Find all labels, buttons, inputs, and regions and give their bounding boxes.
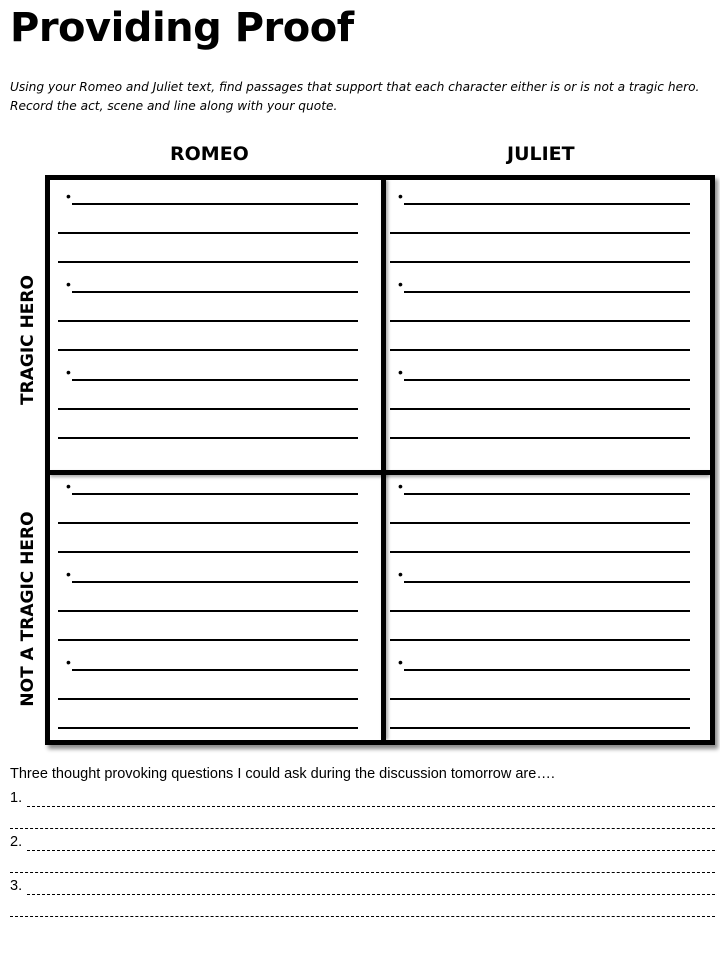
bullet-point: • [66, 364, 71, 380]
answer-line-first[interactable] [404, 379, 690, 381]
question-number: 1. [10, 790, 26, 806]
answer-line[interactable] [58, 261, 358, 263]
question-line-numbered[interactable] [10, 878, 715, 900]
question-line-continuation[interactable] [10, 812, 715, 834]
bullet-point: • [398, 478, 403, 494]
answer-line[interactable] [58, 320, 358, 322]
answer-line[interactable] [390, 522, 690, 524]
answer-line[interactable] [390, 408, 690, 410]
answer-rule [27, 894, 715, 895]
answer-line-first[interactable] [404, 291, 690, 293]
question-number: 3. [10, 878, 26, 894]
answer-item [390, 359, 700, 447]
bullet-point: • [398, 364, 403, 380]
question-line-numbered[interactable] [10, 834, 715, 856]
grid-vertical-divider [381, 180, 386, 740]
bullet-point: • [66, 478, 71, 494]
bullet-point: • [398, 654, 403, 670]
answer-item [58, 561, 368, 649]
questions-intro: Three thought provoking questions I could ask during the discussion tomorrow are…. [10, 766, 555, 782]
answer-line[interactable] [390, 610, 690, 612]
row-label-not-tragic-hero: NOT A TRAGIC HERO [18, 511, 38, 707]
answer-line[interactable] [390, 727, 690, 729]
answer-item [58, 183, 368, 271]
bullet-point: • [398, 276, 403, 292]
answer-line-first[interactable] [72, 379, 358, 381]
column-header-romeo: ROMEO [170, 143, 249, 165]
question-line-continuation[interactable] [10, 900, 715, 922]
answer-item [58, 359, 368, 447]
answer-line-first[interactable] [72, 203, 358, 205]
answer-item [58, 473, 368, 561]
question-line-numbered[interactable] [10, 790, 715, 812]
answer-item [390, 183, 700, 271]
answer-line[interactable] [390, 698, 690, 700]
question-line-continuation[interactable] [10, 856, 715, 878]
bullet-point: • [66, 188, 71, 204]
answer-rule [27, 850, 715, 851]
answer-rule [10, 872, 715, 873]
answer-line[interactable] [58, 551, 358, 553]
instructions: Using your Romeo and Juliet text, find passages that support that each character either is or is not a tragic hero. Record the act, scene and line along with your quote. [10, 80, 700, 113]
answer-line[interactable] [58, 437, 358, 439]
answer-line[interactable] [390, 639, 690, 641]
answer-line[interactable] [390, 349, 690, 351]
bullet-point: • [398, 566, 403, 582]
answer-item [390, 649, 700, 737]
answer-line-first[interactable] [404, 493, 690, 495]
answer-line[interactable] [390, 261, 690, 263]
answer-line[interactable] [58, 698, 358, 700]
answer-line[interactable] [58, 727, 358, 729]
bullet-point: • [398, 188, 403, 204]
answer-rule [10, 828, 715, 829]
answer-item [58, 649, 368, 737]
answer-line[interactable] [58, 408, 358, 410]
answer-rule [10, 916, 715, 917]
column-header-juliet: JULIET [507, 143, 575, 165]
answer-line-first[interactable] [404, 203, 690, 205]
answer-line[interactable] [58, 639, 358, 641]
answer-line[interactable] [390, 437, 690, 439]
answer-line[interactable] [390, 320, 690, 322]
answer-line[interactable] [58, 232, 358, 234]
answer-line-first[interactable] [72, 493, 358, 495]
answer-line-first[interactable] [404, 581, 690, 583]
answer-line[interactable] [58, 522, 358, 524]
answer-line[interactable] [390, 232, 690, 234]
answer-line[interactable] [58, 349, 358, 351]
answer-item [390, 473, 700, 561]
answer-rule [27, 806, 715, 807]
bullet-point: • [66, 566, 71, 582]
bullet-point: • [66, 654, 71, 670]
question-number: 2. [10, 834, 26, 850]
answer-line-first[interactable] [404, 669, 690, 671]
answer-item [390, 561, 700, 649]
answer-line[interactable] [58, 610, 358, 612]
page-title: Providing Proof [10, 5, 354, 51]
answer-line-first[interactable] [72, 581, 358, 583]
answer-item [58, 271, 368, 359]
answer-line[interactable] [390, 551, 690, 553]
answer-line-first[interactable] [72, 669, 358, 671]
row-label-tragic-hero: TRAGIC HERO [18, 275, 38, 405]
answer-item [390, 271, 700, 359]
answer-line-first[interactable] [72, 291, 358, 293]
bullet-point: • [66, 276, 71, 292]
